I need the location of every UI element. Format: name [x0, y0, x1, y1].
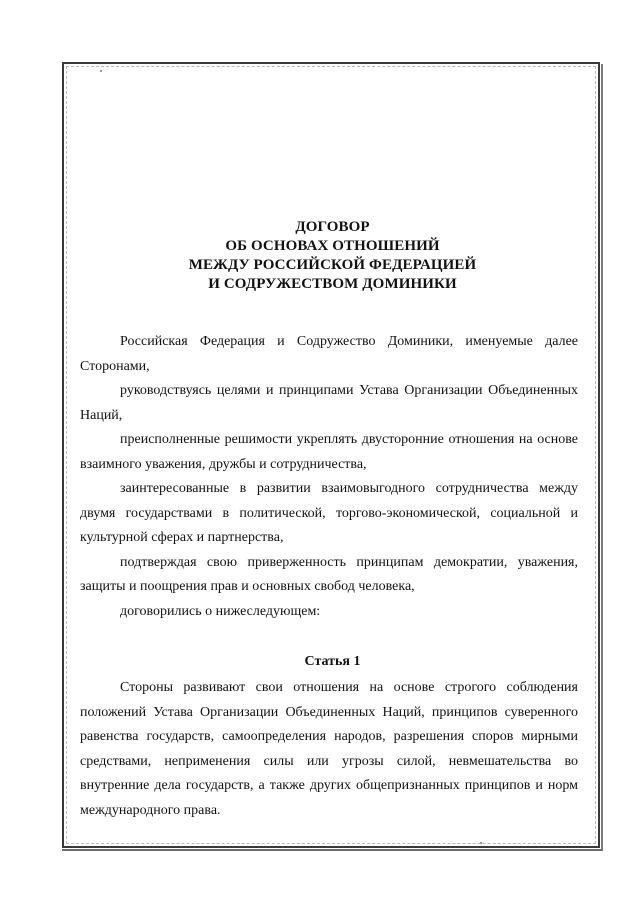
article-1-paragraph: Стороны развивают свои отношения на основе строгого соблюдения положений Устава Организации Объединенных Наций, принципов суверенного равенства государств, самоопределения народов, разрешения споров мирными средствами, неприменения силы или угрозы силой, невмешательства во внутренние дела государств, а также других общепризнанных принципов и норм международного права. [80, 680, 578, 818]
scan-speck [100, 70, 102, 72]
title-line-2: ОБ ОСНОВАХ ОТНОШЕНИЙ [225, 238, 440, 254]
page-border-right-edge [601, 64, 603, 851]
article-1-body [80, 676, 578, 823]
preamble-paragraph-democracy: подтверждая свою приверженность принципам демократии, уважения, защиты и поощрения прав и основных свобод человека, [80, 554, 578, 594]
preamble-paragraph-resolve: преисполненные решимости укреплять двусторонние отношения на основе взаимного уважения, дружбы и сотрудничества, [80, 432, 578, 472]
page-border-bottom-edge [62, 849, 602, 851]
article-1-heading: Статья 1 [304, 654, 361, 669]
scan-speck [480, 842, 482, 844]
title-line-3: МЕЖДУ РОССИЙСКОЙ ФЕДЕРАЦИЕЙ [188, 257, 477, 273]
preamble-paragraph-agreed: договорились о нижеследующем: [120, 603, 321, 619]
document-title [80, 218, 585, 294]
title-line-4: И СОДРУЖЕСТВОМ ДОМИНИКИ [208, 276, 457, 292]
title-line-1: ДОГОВОР [295, 219, 370, 235]
preamble [80, 330, 578, 624]
preamble-paragraph-un-charter: руководствуясь целями и принципами Устава Организации Объединенных Наций, [80, 383, 578, 423]
preamble-paragraph-cooperation: заинтересованные в развитии взаимовыгодного сотрудничества между двумя государствами в политической, торгово-экономической, социальной и культурной сферах и партнерства, [80, 481, 578, 545]
preamble-paragraph-parties: Российская Федерация и Содружество Доминики, именуемые далее Сторонами, [80, 334, 578, 374]
